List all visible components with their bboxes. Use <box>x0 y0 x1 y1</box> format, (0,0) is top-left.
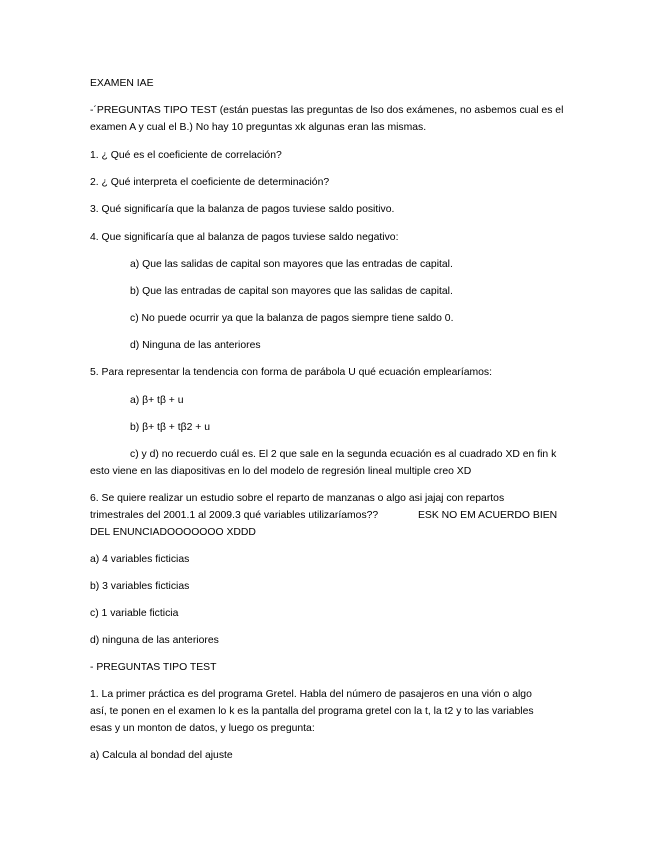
q4-option-b: b) Que las entradas de capital son mayores que las salidas de capital. <box>130 286 453 297</box>
practice-q1-line-1: 1. La primer práctica es del programa Gretel. Habla del número de pasajeros en una vión o algo <box>90 689 532 700</box>
practice-q1-line-3: esas y un monton de datos, y luego os pregunta: <box>90 723 315 734</box>
question-6-aside: ESK NO EM ACUERDO BIEN <box>418 510 558 521</box>
practice-option-a: a) Calcula al bondad del ajuste <box>90 750 233 761</box>
question-6-line-2: trimestrales del 2001.1 al 2009.3 qué variables utilizaríamos?? <box>90 510 379 521</box>
exam-title: EXAMEN IAE <box>90 78 154 89</box>
question-6-line-3: DEL ENUNCIADOOOOOOO XDDD <box>90 527 256 538</box>
question-6-line-1: 6. Se quiere realizar un estudio sobre el reparto de manzanas o algo asi jajaj con repartos <box>90 493 505 504</box>
question-1: 1. ¿ Qué es el coeficiente de correlación? <box>90 150 282 161</box>
q4-option-d: d) Ninguna de las anteriores <box>130 340 261 351</box>
q4-option-c: c) No puede ocurrir ya que la balanza de pagos siempre tiene saldo 0. <box>130 313 454 324</box>
q5-option-a: a) β+ tβ + u <box>130 395 184 406</box>
q4-option-a: a) Que las salidas de capital son mayores que las entradas de capital. <box>130 259 453 270</box>
intro-line-1: -´PREGUNTAS TIPO TEST (están puestas las preguntas de lso dos exámenes, no asbemos cual es el <box>90 105 564 116</box>
q5-note: esto viene en las diapositivas en lo del modelo de regresión lineal multiple creo XD <box>90 466 472 477</box>
q6-option-b: b) 3 variables ficticias <box>90 581 190 592</box>
q6-option-d: d) ninguna de las anteriores <box>90 635 219 646</box>
question-4: 4. Que significaría que al balanza de pagos tuviese saldo negativo: <box>90 232 399 243</box>
q5-option-cd: c) y d) no recuerdo cuál es. El 2 que sale en la segunda ecuación es al cuadrado XD en fin k <box>130 449 557 460</box>
question-3: 3. Qué significaría que la balanza de pagos tuviese saldo positivo. <box>90 204 395 215</box>
question-5: 5. Para representar la tendencia con forma de parábola U qué ecuación emplearíamos: <box>90 367 493 378</box>
q6-option-a: a) 4 variables ficticias <box>90 554 190 565</box>
q5-option-b: b) β+ tβ + tβ2 + u <box>130 422 211 433</box>
q6-option-c: c) 1 variable ficticia <box>90 608 179 619</box>
section-2-header: - PREGUNTAS TIPO TEST <box>90 662 217 673</box>
practice-q1-line-2: así, te ponen en el examen lo k es la pantalla del programa gretel con la t, la t2 y to las variables <box>90 706 534 717</box>
intro-line-2: examen A y cual el B.) No hay 10 preguntas xk algunas eran las mismas. <box>90 122 427 133</box>
question-2: 2. ¿ Qué interpreta el coeficiente de determinación? <box>90 177 330 188</box>
